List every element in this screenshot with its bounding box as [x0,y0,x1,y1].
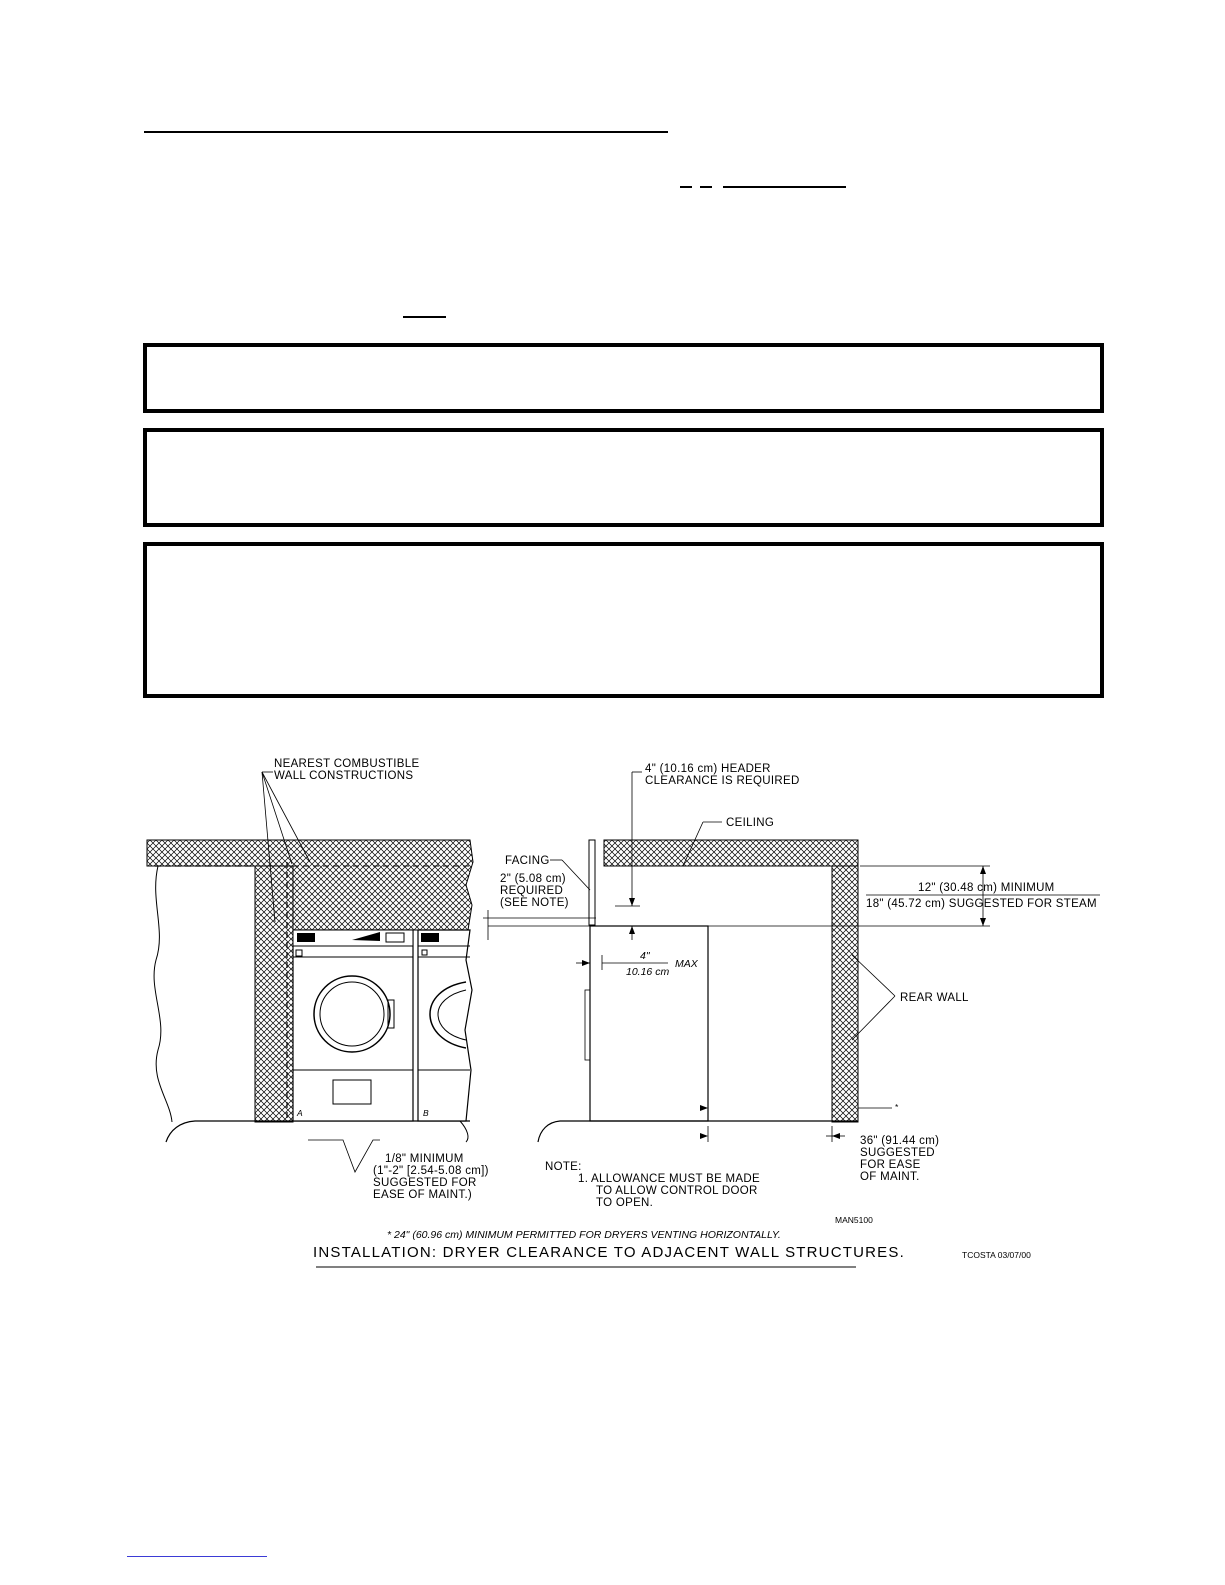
rear-wall-label: REAR WALL [900,992,969,1004]
dryer-a-label: A [297,1108,303,1118]
note-line1: NOTE: [545,1161,582,1173]
facing-req-line1: 2" (5.08 cm) [500,873,566,885]
drawing-title: INSTALLATION: DRYER CLEARANCE TO ADJACENT WALL STRUCTURES. [313,1244,905,1261]
eighth-min-line1: 1/8" MINIMUM [385,1153,464,1165]
dryer-b-label: B [423,1108,429,1118]
man-code: MAN5100 [835,1215,873,1225]
right-view [483,763,1100,1225]
heading-underline [144,131,668,133]
reference-underline [723,186,846,188]
thirty-six-line3: FOR EASE [860,1159,921,1171]
footnote: * 24" (60.96 cm) MINIMUM PERMITTED FOR DRYERS VENTING HORIZONTALLY. [387,1229,781,1241]
footer-link-rule [127,1556,267,1557]
nearest-combustible-line2: WALL CONSTRUCTIONS [274,770,414,782]
author-stamp: TCOSTA 03/07/00 [962,1250,1031,1260]
warning-box-1 [143,343,1104,413]
left-view [147,758,489,1201]
thirty-six-line1: 36" (91.44 cm) [860,1135,940,1147]
eighth-min-line4: EASE OF MAINT.) [373,1189,473,1201]
max-label: MAX [675,958,698,970]
header-clearance-line2: CLEARANCE IS REQUIRED [645,775,800,787]
eighth-min-line3: SUGGESTED FOR [373,1177,477,1189]
star-label: * [895,1102,899,1112]
right-hatch-rear-wall [832,866,858,1122]
nearest-combustible-line1: NEAREST COMBUSTIBLE [274,758,420,770]
dryer-b [418,930,472,1121]
note-line2: 1. ALLOWANCE MUST BE MADE [578,1173,760,1185]
four-in-num: 4" [640,950,650,962]
short-rule-1 [680,186,692,188]
note-underline [403,316,446,318]
thirty-six-line4: OF MAINT. [860,1171,920,1183]
facing [589,840,595,925]
ceiling-label: CEILING [726,817,775,829]
facing-req-line3: (SEE NOTE) [500,897,569,909]
warning-box-2 [143,428,1104,527]
four-in-den: 10.16 cm [626,966,670,978]
warning-box-3 [143,542,1104,698]
thirty-six-line2: SUGGESTED [860,1147,935,1159]
header-clearance-line1: 4" (10.16 cm) HEADER [645,763,771,775]
facing-label: FACING [505,855,550,867]
short-rule-2 [700,186,712,188]
note-line3: TO ALLOW CONTROL DOOR [596,1185,758,1197]
min-12-label: 12" (30.48 cm) MINIMUM [918,882,1055,894]
eighth-min-line2: (1"-2" [2.54-5.08 cm]) [373,1165,489,1177]
facing-req-line2: REQUIRED [500,885,564,897]
note-line4: TO OPEN. [596,1197,654,1209]
right-hatch-ceiling [604,840,858,866]
dryer-a [293,930,413,1121]
clearance-drawing [0,740,1225,1300]
sug-18-label: 18" (45.72 cm) SUGGESTED FOR STEAM [866,898,1097,910]
left-hatch-ceiling [147,840,473,930]
